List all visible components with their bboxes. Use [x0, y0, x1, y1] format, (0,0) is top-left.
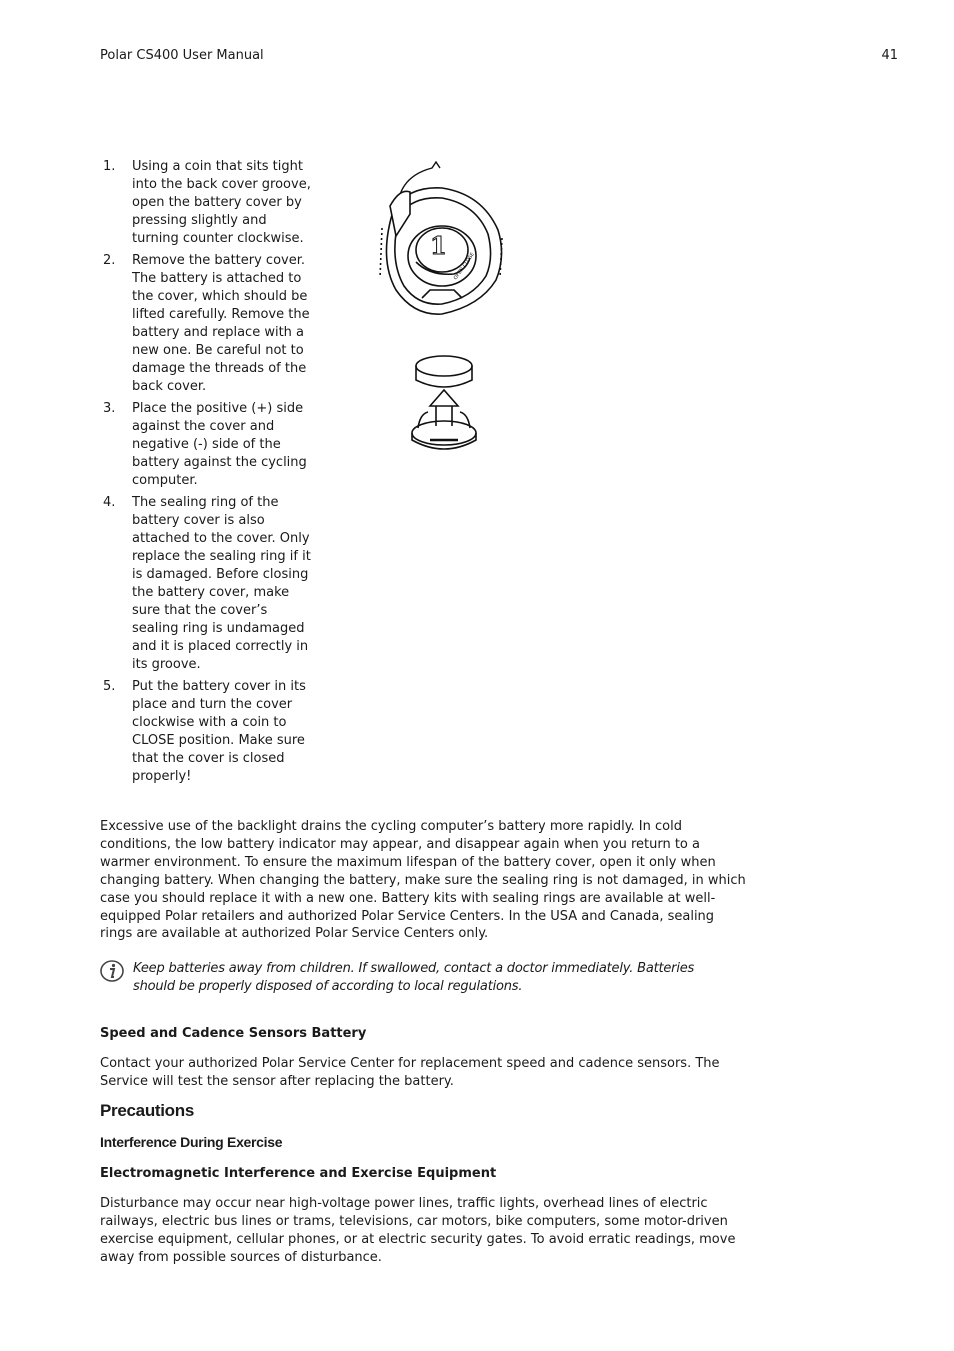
battery-cover-illustration: [370, 158, 515, 462]
page-number: 41: [881, 48, 898, 63]
note-text: Keep batteries away from children. If swallowed, contact a doctor immediately. Batteries should be properly disposed of according to local regulations.: [133, 961, 695, 994]
step-text: Place the positive (+) side against the cover and negative (-) side of the battery against the cycling computer.: [132, 401, 307, 488]
step-text: Put the battery cover in its place and turn the cover clockwise with a coin to CLOSE position. Make sure that the cover is closed properly!: [132, 679, 306, 784]
step-item: [100, 494, 315, 674]
interference-heading: Interference During Exercise: [100, 1134, 283, 1150]
step-number: 4.: [103, 495, 116, 510]
info-icon: [100, 960, 124, 982]
precautions-heading: Precautions: [100, 1101, 195, 1120]
step-number: 5.: [103, 679, 116, 694]
step-text: Remove the battery cover. The battery is attached to the cover, which should be lifted carefully. Remove the battery and replace with a new one. Be careful not to damage the threads of the back cover.: [132, 253, 310, 394]
step-text: Using a coin that sits tight into the back cover groove, open the battery cover by pressing slightly and turning counter clockwise.: [132, 159, 311, 246]
step-text: The sealing ring of the battery cover is also attached to the cover. Only replace the sealing ring if it is damaged. Before closing the battery cover, make sure that the cover’s sealing ring is undamaged and it is placed correctly in its groove.: [132, 495, 311, 672]
backlight-battery-paragraph: Excessive use of the backlight drains the cycling computer’s battery more rapidly. In cold conditions, the low battery indicator may appear, and disappear again when you return to a warmer environment. To ensure the maximum lifespan of the battery cover, open it only when changing battery. When changing the battery, make sure the sealing ring is not damaged, in which case you should replace it with a new one. Battery kits with sealing rings are available at well-equipped Polar retailers and authorized Polar Service Centers. In the USA and Canada, sealing rings are available at authorized Polar Service Centers only.: [100, 819, 746, 942]
battery-cover-drawing: [370, 158, 515, 458]
emi-heading: Electromagnetic Interference and Exercise Equipment: [100, 1166, 497, 1181]
step-label: 1: [430, 231, 447, 260]
step-item: [100, 678, 315, 786]
step-item: [100, 252, 315, 396]
step-number: 1.: [103, 159, 116, 174]
step-number: 3.: [103, 401, 116, 416]
speed-cadence-text: Contact your authorized Polar Service Center for replacement speed and cadence sensors. The Service will test the sensor after replacing the battery.: [100, 1056, 720, 1089]
open-close-label: OPEN CLOSE: [452, 251, 476, 282]
battery-change-steps: [100, 158, 315, 790]
step-item: [100, 400, 315, 490]
manual-title: Polar CS400 User Manual: [100, 48, 264, 63]
step-number: 2.: [103, 253, 116, 268]
speed-cadence-heading: Speed and Cadence Sensors Battery: [100, 1026, 367, 1041]
step-item: [100, 158, 315, 248]
emi-text: Disturbance may occur near high-voltage power lines, traffic lights, overhead lines of electric railways, electric bus lines or trams, televisions, car motors, bike computers, some motor-driven exercise equipment, cellular phones, or at electric security gates. To avoid erratic readings, move away from possible sources of disturbance.: [100, 1196, 736, 1265]
